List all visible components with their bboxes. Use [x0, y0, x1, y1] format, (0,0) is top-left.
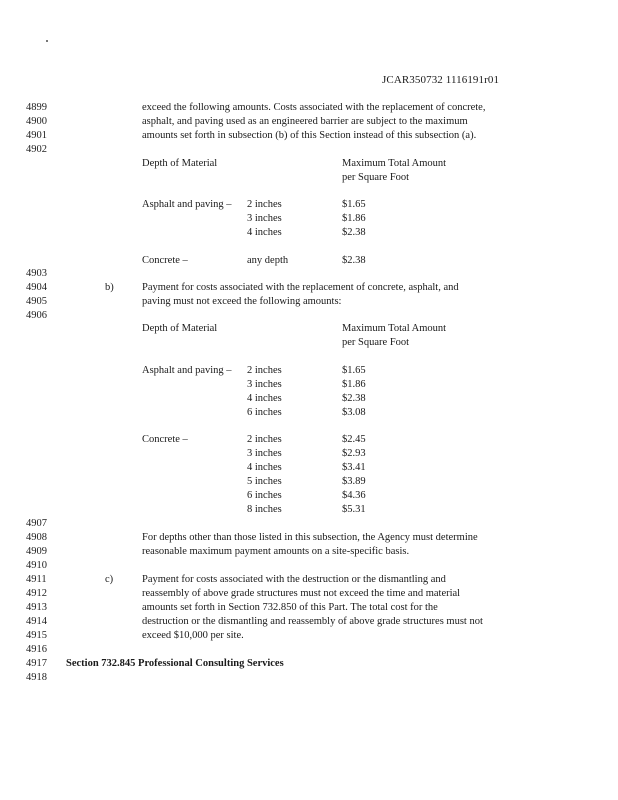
line-number: 4913: [26, 602, 47, 613]
line-number: 4902: [26, 144, 47, 155]
table-b-amount: $1.65: [342, 365, 366, 376]
table-b-amount: $1.86: [342, 379, 366, 390]
line-number: 4903: [26, 268, 47, 279]
other-depths-line: reasonable maximum payment amounts on a site-specific basis.: [142, 546, 410, 557]
line-number: 4910: [26, 560, 47, 571]
intro-line: amounts set forth in subsection (b) of this Section instead of this subsection (a).: [142, 130, 477, 141]
line-number: 4900: [26, 116, 47, 127]
table-b-asphalt-label: Asphalt and paving –: [142, 365, 232, 376]
table-b-depth: 6 inches: [247, 407, 282, 418]
subsection-c-label: c): [105, 574, 114, 585]
subsection-c-line: exceed $10,000 per site.: [142, 630, 244, 641]
subsection-c-line: reassembly of above grade structures must not exceed the time and material: [142, 588, 461, 599]
table-a-amount-header: per Square Foot: [342, 172, 410, 183]
table-b-depth: 4 inches: [247, 393, 282, 404]
line-number: 4904: [26, 282, 47, 293]
line-number: 4918: [26, 672, 47, 683]
table-b-concrete-label: Concrete –: [142, 434, 188, 445]
subsection-c-line: destruction or the dismantling and reassembly of above grade structures must not: [142, 616, 483, 627]
table-a-depth: 4 inches: [247, 227, 282, 238]
line-number: 4909: [26, 546, 47, 557]
table-a-depth: 2 inches: [247, 199, 282, 210]
line-number: 4917: [26, 658, 47, 669]
table-b-depth: 8 inches: [247, 504, 282, 515]
line-number: 4914: [26, 616, 47, 627]
table-a-asphalt-label: Asphalt and paving –: [142, 199, 232, 210]
line-number: 4899: [26, 102, 47, 113]
table-a-depth-header: Depth of Material: [142, 158, 218, 169]
table-b-depth: 2 inches: [247, 434, 282, 445]
section-heading: Section 732.845 Professional Consulting Services: [66, 658, 284, 669]
table-b-depth: 6 inches: [247, 490, 282, 501]
scan-speck: [46, 40, 48, 42]
line-number: 4908: [26, 532, 47, 543]
table-a-amount: $1.65: [342, 199, 366, 210]
line-number: 4905: [26, 296, 47, 307]
table-b-amount: $2.93: [342, 448, 366, 459]
intro-line: asphalt, and paving used as an engineered barrier are subject to the maximum: [142, 116, 468, 127]
table-b-depth-header: Depth of Material: [142, 323, 218, 334]
subsection-c-line: amounts set forth in Section 732.850 of this Part. The total cost for the: [142, 602, 438, 613]
table-b-amount: $2.38: [342, 393, 366, 404]
table-b-amount: $5.31: [342, 504, 366, 515]
table-b-depth: 4 inches: [247, 462, 282, 473]
table-a-amount: $2.38: [342, 227, 366, 238]
line-number: 4915: [26, 630, 47, 641]
table-b-amount: $2.45: [342, 434, 366, 445]
table-a-concrete-label: Concrete –: [142, 255, 188, 266]
subsection-b-line: Payment for costs associated with the replacement of concrete, asphalt, and: [142, 282, 459, 293]
table-a-depth: any depth: [247, 255, 289, 266]
line-number: 4907: [26, 518, 47, 529]
intro-line: exceed the following amounts. Costs associated with the replacement of concrete,: [142, 102, 486, 113]
line-number: 4911: [26, 574, 47, 585]
subsection-b-line: paving must not exceed the following amounts:: [142, 296, 342, 307]
subsection-c-line: Payment for costs associated with the destruction or the dismantling and: [142, 574, 446, 585]
line-number: 4912: [26, 588, 47, 599]
subsection-b-label: b): [105, 282, 114, 293]
table-a-depth: 3 inches: [247, 213, 282, 224]
table-a-amount: $2.38: [342, 255, 366, 266]
other-depths-line: For depths other than those listed in this subsection, the Agency must determine: [142, 532, 478, 543]
table-b-amount: $3.08: [342, 407, 366, 418]
document-id: JCAR350732 1116191r01: [382, 74, 500, 86]
table-b-depth: 3 inches: [247, 448, 282, 459]
table-b-depth: 3 inches: [247, 379, 282, 390]
line-number: 4901: [26, 130, 47, 141]
table-a-amount: $1.86: [342, 213, 366, 224]
line-number: 4916: [26, 644, 47, 655]
table-b-amount-header: Maximum Total Amount: [342, 323, 447, 334]
table-a-amount-header: Maximum Total Amount: [342, 158, 447, 169]
line-number: 4906: [26, 310, 47, 321]
table-b-amount: $3.41: [342, 462, 366, 473]
table-b-amount-header: per Square Foot: [342, 337, 410, 348]
table-b-amount: $3.89: [342, 476, 366, 487]
table-b-depth: 2 inches: [247, 365, 282, 376]
table-b-amount: $4.36: [342, 490, 366, 501]
table-b-depth: 5 inches: [247, 476, 282, 487]
